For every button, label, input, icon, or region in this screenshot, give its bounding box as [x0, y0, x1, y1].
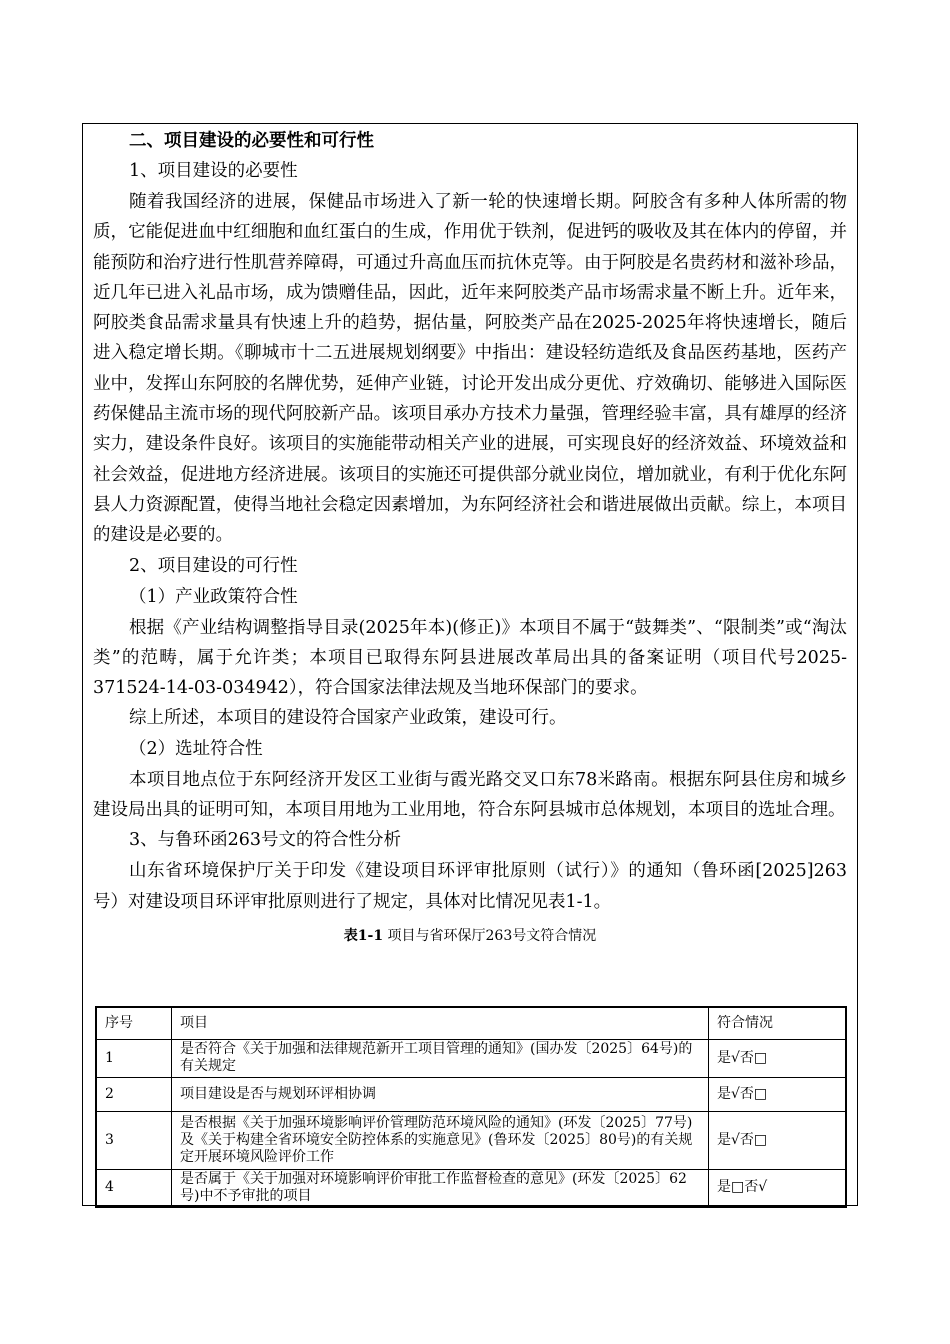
policy-heading: （1）产业政策符合性 [129, 586, 298, 607]
row-item: 是否属于《关于加强对环境影响评价审批工作监督检查的意见》(环发〔2025〕62号)中不予审批的项目 [172, 1169, 709, 1207]
row-compliance: 是√否□ [709, 1077, 847, 1111]
necessity-paragraph: 随着我国经济的进展，保健品市场进入了新一轮的快速增长期。阿胶含有多种人体所需的物质，它能促进血中红细胞和血红蛋白的生成，作用优于铁剂，促进钙的吸收及其在体内的停留，并能预防和治疗进行性肌营养障碍，可通过升高血压而抗休克等。由于阿胶是名贵药材和滋补珍品，近几年已进入礼品市场，成为馈赠佳品，因此，近年来阿胶类产品市场需求量不断上升。近年来，阿胶类食品需求量具有快速上升的趋势，据估量，阿胶类产品在2025-2025年将快速增长，随后进入稳定增长期。《聊城市十二五进展规划纲要》中指出：建设轻纺造纸及食品医药基地，医药产业中，发挥山东阿胶的名牌优势，延伸产业链，讨论开发出成分更优、疗效确切、能够进入国际医药保健品主流市场的现代阿胶新产品。该项目承办方技术力量强，管理经验丰富，具有雄厚的经济实力，建设条件良好。该项目的实施能带动相关产业的进展，可实现良好的经济效益、环境效益和社会效益，促进地方经济进展。该项目的实施还可提供部分就业岗位，增加就业，有利于优化东阿县人力资源配置，使得当地社会稳定因素增加，为东阿经济社会和谐进展做出贡献。综上，本项目的建设是必要的。 [93, 192, 847, 546]
row-compliance: 是√否□ [709, 1039, 847, 1077]
row-compliance: 是√否□ [709, 1111, 847, 1169]
row-index: 3 [96, 1111, 172, 1169]
policy-paragraph: 根据《产业结构调整指导目录(2025年本)(修正)》本项目不属于“鼓舞类”、“限制类”或“淘汰类”的范畴，属于允许类；本项目已取得东阿县进展改革局出具的备案证明（项目代号2025-371524-14-03-034942），符合国家法律法规及当地环保部门的要求。 [93, 617, 847, 699]
row-index: 1 [96, 1039, 172, 1077]
table-row [96, 1111, 846, 1169]
site-heading: （2）选址符合性 [129, 738, 263, 759]
table-caption [93, 925, 847, 947]
compliance-paragraph: 山东省环境保护厅关于印发《建设项目环评审批原则（试行）》的通知（鲁环函[2025]263号）对建设项目环评审批原则进行了规定，具体对比情况见表1-1。 [93, 861, 847, 912]
necessity-heading: 1、项目建设的必要性 [129, 161, 298, 181]
row-item: 是否根据《关于加强环境影响评价管理防范环境风险的通知》(环发〔2025〕77号)及《关于构建全省环境安全防控体系的实施意见》(鲁环发〔2025〕80号)的有关规定开展环境风险评价工作 [172, 1111, 709, 1169]
table-caption-text: 项目与省环保厅263号文符合情况 [383, 927, 597, 944]
table-row [96, 1169, 846, 1207]
header-index: 序号 [96, 1007, 172, 1039]
feasibility-heading: 2、项目建设的可行性 [129, 555, 298, 576]
row-index: 2 [96, 1077, 172, 1111]
row-item: 是否符合《关于加强和法律规范新开工项目管理的通知》(国办发〔2025〕64号)的有关规定 [172, 1039, 709, 1077]
table-caption-number: 表1-1 [343, 927, 384, 944]
compliance-table [95, 1006, 847, 1208]
table-row [96, 1039, 846, 1077]
row-compliance: 是□否√ [709, 1169, 847, 1207]
page-frame [82, 123, 858, 1206]
compliance-heading: 3、与鲁环函263号文的符合性分析 [129, 830, 402, 851]
section-title: 二、项目建设的必要性和可行性 [129, 131, 374, 151]
row-item: 项目建设是否与规划环评相协调 [172, 1077, 709, 1111]
row-index: 4 [96, 1169, 172, 1207]
policy-summary: 综上所述，本项目的建设符合国家产业政策，建设可行。 [129, 708, 567, 729]
site-paragraph: 本项目地点位于东阿经济开发区工业街与霞光路交叉口东78米路南。根据东阿县住房和城乡建设局出具的证明可知，本项目用地为工业用地，符合东阿县城市总体规划，本项目的选址合理。 [93, 769, 847, 821]
table-header-row [96, 1007, 846, 1039]
table-row [96, 1077, 846, 1111]
document-body [93, 124, 847, 947]
header-item: 项目 [172, 1007, 709, 1039]
header-compliance: 符合情况 [709, 1007, 847, 1039]
